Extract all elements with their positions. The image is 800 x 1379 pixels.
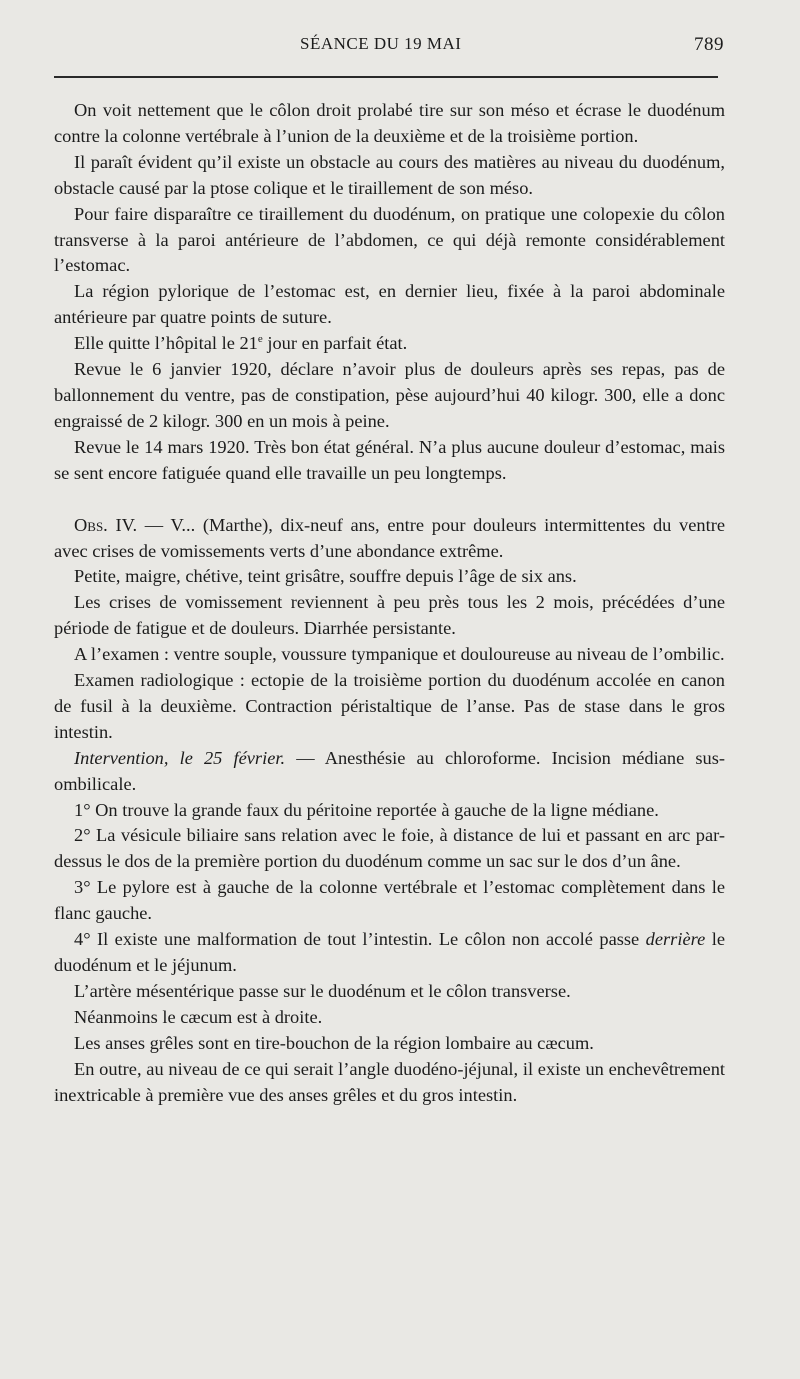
paragraph-text: 4° Il existe une malformation de tout l’intestin. Le côlon non accolé passe — [74, 929, 646, 950]
paragraph: Revue le 6 janvier 1920, déclare n’avoir plus de douleurs après ses repas, pas de ballonnement du ventre, pas de constipation, pèse aujourd’hui 40 kilogr. 300, elle a donc engraissé de 2 kilogr. 300 en un mois à peine. — [54, 359, 725, 431]
paragraph: Néanmoins le cæcum est à droite. — [74, 1006, 323, 1027]
paragraph: 1° On trouve la grande faux du péritoine reportée à gauche de la ligne médiane. — [74, 799, 659, 820]
paragraph: Revue le 14 mars 1920. Très bon état général. N’a plus aucune douleur d’estomac, mais se sent encore fatiguée quand elle travaille un peu longtemps. — [54, 436, 725, 483]
paragraph: La région pylorique de l’estomac est, en dernier lieu, fixée à la paroi abdominale antérieure par quatre points de suture. — [54, 281, 725, 328]
paragraph: A l’examen : ventre souple, voussure tympanique et douloureuse au niveau de l’ombilic. — [74, 644, 725, 665]
ordinal-superscript: e — [257, 333, 263, 346]
paragraph-text: Elle quitte l’hôpital le 21 — [74, 333, 258, 354]
paragraph-text: — V... (Marthe), dix-neuf ans, entre pour douleurs intermittentes du ventre avec crises de vomissements verts d’une abondance extrême. — [54, 514, 725, 561]
running-header — [50, 34, 726, 58]
observation-heading-paragraph — [54, 513, 725, 565]
paragraph: 2° La vésicule biliaire sans relation avec le foie, à distance de lui et passant en arc par-dessus le dos de la première portion du duodénum comme un sac sur le dos d’un âne. — [54, 825, 725, 872]
paragraph: 3° Le pylore est à gauche de la colonne vertébrale et l’estomac complètement dans le flanc gauche. — [54, 877, 725, 924]
paragraph — [54, 927, 725, 979]
paragraph: L’artère mésentérique passe sur le duodénum et le côlon transverse. — [74, 980, 571, 1001]
paragraph: On voit nettement que le côlon droit prolabé tire sur son méso et écrase le duodénum contre la colonne vertébrale à l’union de la deuxième et de la troisième portion. — [54, 100, 725, 146]
header-rule — [54, 76, 718, 78]
page-number: 789 — [694, 34, 724, 55]
intervention-label: Intervention, le 25 février. — [74, 747, 286, 768]
emphasis: derrière — [645, 929, 706, 950]
paragraph — [54, 746, 725, 798]
paragraph: Les anses grêles sont en tire-bouchon de la région lombaire au cæcum. — [74, 1032, 594, 1053]
paragraph-text: le duodénum et le jéjunum. — [54, 929, 725, 975]
paragraph-text: jour en parfait état. — [262, 333, 408, 354]
running-title: SÉANCE DU 19 MAI — [300, 34, 462, 53]
paragraph: Examen radiologique : ectopie de la troisième portion du duodénum accolée en canon de fusil à la deuxième. Contraction péristaltique de l’anse. Pas de stase dans le gros intestin. — [54, 670, 725, 742]
paragraph — [54, 331, 725, 357]
paragraph: Les crises de vomissement reviennent à peu près tous les 2 mois, précédées d’une période de fatigue et de douleurs. Diarrhée persistante. — [54, 592, 725, 639]
paragraph: En outre, au niveau de ce qui serait l’angle duodéno-jéjunal, il existe un enchevêtrement inextricable à première vue des anses grêles et du gros intestin. — [54, 1058, 725, 1105]
paragraph-text: — Anesthésie au chloroforme. Incision médiane sus-ombilicale. — [54, 747, 725, 794]
observation-label: Obs. IV. — [74, 514, 138, 535]
paragraph: Il paraît évident qu’il existe un obstacle au cours des matières au niveau du duodénum, obstacle causé par la ptose colique et le tiraillement de son méso. — [54, 151, 725, 198]
paragraph: Pour faire disparaître ce tiraillement du duodénum, on pratique une colopexie du côlon transverse à la paroi antérieure de l’abdomen, ce qui déjà remonte considérablement l’estomac. — [54, 203, 725, 276]
paragraph: Petite, maigre, chétive, teint grisâtre, souffre depuis l’âge de six ans. — [74, 566, 577, 587]
body-text — [54, 98, 725, 1108]
